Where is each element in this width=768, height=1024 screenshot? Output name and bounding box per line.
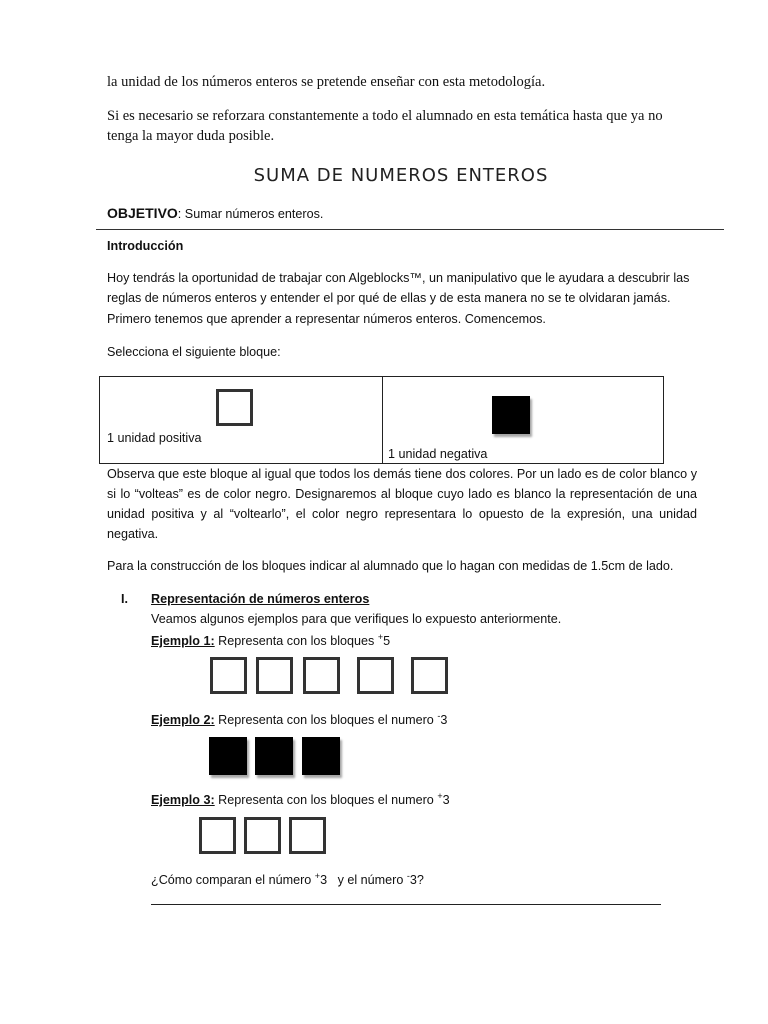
question-sign-2: -	[406, 871, 410, 881]
introduccion-line-3: Primero tenemos que aprender a representar números enteros. Comencemos.	[107, 312, 546, 326]
white-block	[303, 657, 340, 694]
black-block	[255, 737, 293, 775]
example-2-text: Representa con los bloques el numero	[214, 713, 438, 727]
question-pre: ¿Cómo comparan el número	[151, 873, 315, 887]
section-intro: Veamos algunos ejemplos para que verifiques lo expuesto anteriormente.	[151, 612, 562, 626]
example-3-label: Ejemplo 3:	[151, 793, 215, 807]
observa-line-4: negativa.	[107, 527, 159, 541]
section-heading: Representación de números enteros	[151, 592, 370, 606]
introduccion-line-2: reglas de números enteros y entender el por qué de ellas y de esta manera no se te olvidaran jamás.	[107, 291, 671, 305]
example-1-line	[151, 632, 390, 648]
question-num-2: 3?	[409, 873, 424, 887]
introduccion-heading: Introducción	[107, 239, 184, 253]
black-block	[302, 737, 340, 775]
comparison-question	[151, 871, 424, 887]
example-1-sign: +	[377, 632, 384, 642]
observa-line-1: Observa que este bloque al igual que todos los demás tiene dos colores. Por un lado es de color blanco y	[107, 467, 697, 481]
example-2-line	[151, 711, 447, 727]
white-block	[357, 657, 394, 694]
example-1-blocks	[210, 657, 450, 697]
example-1-number: 5	[383, 634, 391, 648]
example-3-line	[151, 791, 450, 807]
intro-line-1: la unidad de los números enteros se pretende enseñar con esta metodología.	[107, 74, 546, 90]
question-num-1: 3	[320, 873, 328, 887]
example-1-text: Representa con los bloques	[214, 634, 378, 648]
example-2-number: 3	[440, 713, 448, 727]
white-block	[244, 817, 281, 854]
objective-line	[107, 205, 323, 221]
section-numeral: I.	[121, 592, 128, 606]
example-3-blocks	[199, 817, 329, 857]
answer-blank-line[interactable]	[151, 904, 661, 905]
intro-line-3: tenga la mayor duda posible.	[107, 128, 275, 144]
intro-line-2: Si es necesario se reforzara constantemente a todo el alumnado en esta temática hasta que ya no	[107, 108, 663, 124]
example-1-label: Ejemplo 1:	[151, 634, 215, 648]
white-block	[289, 817, 326, 854]
positive-unit-block	[216, 389, 253, 426]
objective-label: OBJETIVO	[107, 205, 178, 221]
observa-line-3: unidad positiva y al “voltearlo”, el color negro representara lo opuesto de la expresión, una unidad	[107, 507, 697, 521]
example-2-label: Ejemplo 2:	[151, 713, 215, 727]
select-prompt: Selecciona el siguiente bloque:	[107, 345, 281, 359]
example-3-number: 3	[442, 793, 450, 807]
black-block	[209, 737, 247, 775]
horizontal-divider	[96, 229, 724, 230]
construccion-text: Para la construcción de los bloques indicar al alumnado que lo hagan con medidas de 1.5cm de lado.	[107, 559, 674, 573]
positive-unit-label: 1 unidad positiva	[107, 431, 202, 445]
negative-unit-block	[492, 396, 530, 434]
observa-paragraph	[107, 464, 697, 544]
white-block	[210, 657, 247, 694]
white-block	[199, 817, 236, 854]
page-title: SUMA DE NUMEROS ENTEROS	[253, 165, 549, 186]
example-2-sign: -	[437, 711, 441, 721]
example-2-blocks	[209, 737, 349, 779]
introduccion-line-1: Hoy tendrás la oportunidad de trabajar con Algeblocks™, un manipulativo que le ayudara a descubrir las	[107, 271, 690, 285]
objective-text: : Sumar números enteros.	[177, 207, 324, 221]
block-table	[99, 376, 664, 464]
example-3-text: Representa con los bloques el numero	[214, 793, 438, 807]
negative-unit-label: 1 unidad negativa	[388, 447, 488, 461]
observa-line-2: si lo “volteas” es de color negro. Designaremos al bloque cuyo lado es blanco la representación de una	[107, 487, 697, 501]
example-3-sign: +	[437, 791, 443, 801]
question-mid: y el número	[327, 873, 407, 887]
table-divider	[382, 377, 383, 463]
white-block	[411, 657, 448, 694]
question-sign-1: +	[314, 871, 321, 881]
white-block	[256, 657, 293, 694]
